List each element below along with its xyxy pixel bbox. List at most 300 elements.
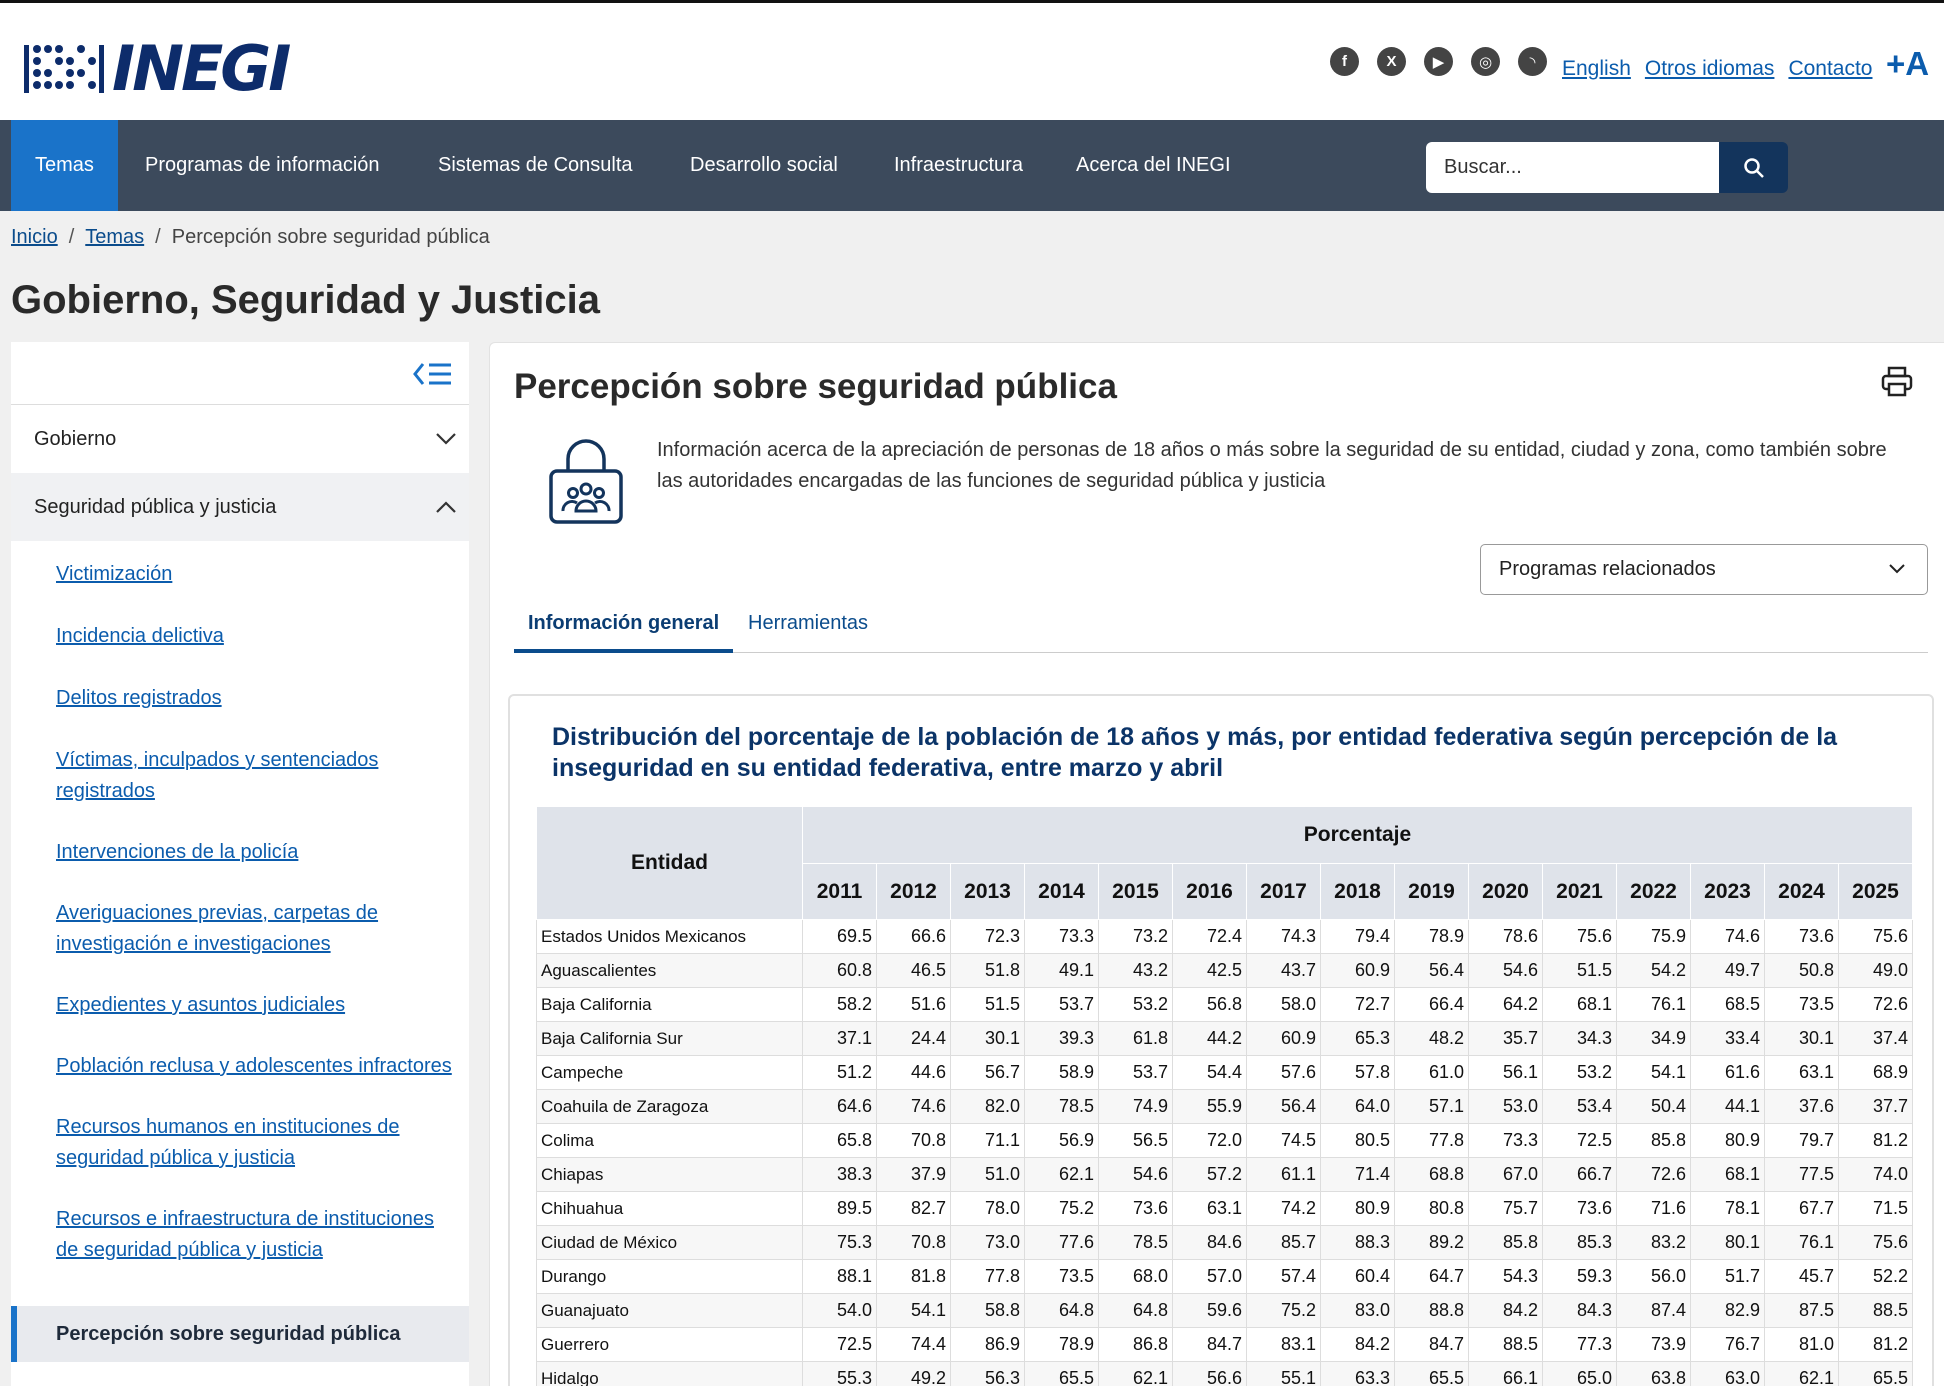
entity-name-cell: Estados Unidos Mexicanos	[537, 920, 803, 954]
value-cell: 56.3	[951, 1362, 1025, 1386]
tab-informacion-general[interactable]: Información general	[514, 603, 733, 653]
value-cell: 82.0	[951, 1090, 1025, 1124]
sidebar-link-expedientes[interactable]: Expedientes y asuntos judiciales	[56, 994, 346, 1016]
table-row	[537, 1362, 1913, 1386]
value-cell: 77.8	[1395, 1124, 1469, 1158]
value-cell: 66.6	[877, 920, 951, 954]
year-header: 2014	[1025, 864, 1099, 920]
x-icon[interactable]: X	[1377, 47, 1406, 76]
value-cell: 75.6	[1839, 920, 1913, 954]
value-cell: 68.8	[1395, 1158, 1469, 1192]
sidebar-top	[11, 342, 469, 405]
value-cell: 54.0	[803, 1294, 877, 1328]
facebook-icon[interactable]: f	[1330, 47, 1359, 76]
value-cell: 52.2	[1839, 1260, 1913, 1294]
value-cell: 44.2	[1173, 1022, 1247, 1056]
value-cell: 82.7	[877, 1192, 951, 1226]
value-cell: 55.9	[1173, 1090, 1247, 1124]
value-cell: 73.5	[1765, 988, 1839, 1022]
value-cell: 83.1	[1247, 1328, 1321, 1362]
table-row	[537, 954, 1913, 988]
sidebar-links	[11, 559, 469, 1266]
value-cell: 80.9	[1321, 1192, 1395, 1226]
value-cell: 77.3	[1543, 1328, 1617, 1362]
table-row	[537, 1192, 1913, 1226]
value-cell: 89.5	[803, 1192, 877, 1226]
value-cell: 49.1	[1025, 954, 1099, 988]
value-cell: 73.0	[951, 1226, 1025, 1260]
value-cell: 84.2	[1469, 1294, 1543, 1328]
value-cell: 61.0	[1395, 1056, 1469, 1090]
main-content	[489, 342, 1944, 1386]
nav-sistemas[interactable]: Sistemas de Consulta	[438, 154, 633, 176]
search-button[interactable]	[1719, 142, 1788, 193]
year-header: 2024	[1765, 864, 1839, 920]
year-header: 2022	[1617, 864, 1691, 920]
sidebar-link-recursos-humanos[interactable]: Recursos humanos en instituciones de seguridad pública y justicia	[56, 1116, 400, 1169]
table-card	[508, 694, 1934, 1386]
value-cell: 75.3	[803, 1226, 877, 1260]
value-cell: 83.0	[1321, 1294, 1395, 1328]
sidebar-link-victimas[interactable]: Víctimas, inculpados y sentenciados registrados	[56, 749, 379, 802]
related-programs-dropdown[interactable]	[1480, 544, 1928, 595]
value-cell: 54.1	[1617, 1056, 1691, 1090]
value-cell: 78.9	[1395, 920, 1469, 954]
year-header: 2017	[1247, 864, 1321, 920]
search-icon	[1743, 157, 1765, 179]
sidebar-item-active[interactable]: Percepción sobre seguridad pública	[11, 1306, 469, 1362]
entity-name-cell: Hidalgo	[537, 1362, 803, 1386]
value-cell: 74.3	[1247, 920, 1321, 954]
value-cell: 53.7	[1099, 1056, 1173, 1090]
value-cell: 78.9	[1025, 1328, 1099, 1362]
social-links	[1330, 47, 1547, 76]
value-cell: 77.6	[1025, 1226, 1099, 1260]
entity-name-cell: Guanajuato	[537, 1294, 803, 1328]
value-cell: 86.8	[1099, 1328, 1173, 1362]
contact-link[interactable]: Contacto	[1788, 57, 1873, 80]
table-row	[537, 1226, 1913, 1260]
value-cell: 85.8	[1469, 1226, 1543, 1260]
value-cell: 60.9	[1321, 954, 1395, 988]
table-row	[537, 1294, 1913, 1328]
value-cell: 51.2	[803, 1056, 877, 1090]
value-cell: 51.5	[951, 988, 1025, 1022]
value-cell: 67.7	[1765, 1192, 1839, 1226]
sidebar-section-label: Gobierno	[34, 427, 117, 450]
nav-desarrollo-social[interactable]: Desarrollo social	[690, 154, 838, 176]
value-cell: 65.5	[1839, 1362, 1913, 1386]
value-cell: 54.6	[1469, 954, 1543, 988]
collapse-menu-icon[interactable]	[413, 360, 453, 388]
value-cell: 54.1	[877, 1294, 951, 1328]
value-cell: 56.4	[1395, 954, 1469, 988]
value-cell: 77.8	[951, 1260, 1025, 1294]
value-cell: 81.2	[1839, 1328, 1913, 1362]
value-cell: 73.9	[1617, 1328, 1691, 1362]
value-cell: 51.8	[951, 954, 1025, 988]
entity-name-cell: Aguascalientes	[537, 954, 803, 988]
value-cell: 72.6	[1839, 988, 1913, 1022]
value-cell: 53.2	[1543, 1056, 1617, 1090]
value-cell: 75.6	[1543, 920, 1617, 954]
value-cell: 74.6	[877, 1090, 951, 1124]
print-icon[interactable]	[1880, 365, 1914, 399]
rss-icon[interactable]: ◝	[1518, 47, 1547, 76]
english-link[interactable]: English	[1562, 57, 1631, 80]
value-cell: 37.6	[1765, 1090, 1839, 1124]
value-cell: 86.9	[951, 1328, 1025, 1362]
table-body	[537, 920, 1913, 1386]
value-cell: 72.5	[803, 1328, 877, 1362]
value-cell: 79.4	[1321, 920, 1395, 954]
logo-text: INEGI	[112, 32, 289, 105]
value-cell: 74.2	[1247, 1192, 1321, 1226]
value-cell: 68.1	[1543, 988, 1617, 1022]
table-row	[537, 1260, 1913, 1294]
value-cell: 66.1	[1469, 1362, 1543, 1386]
value-cell: 55.1	[1247, 1362, 1321, 1386]
value-cell: 71.5	[1839, 1192, 1913, 1226]
sidebar-section-label: Seguridad pública y justicia	[34, 495, 277, 518]
dropdown-label: Programas relacionados	[1499, 558, 1716, 580]
value-cell: 75.6	[1839, 1226, 1913, 1260]
value-cell: 73.2	[1099, 920, 1173, 954]
value-cell: 56.9	[1025, 1124, 1099, 1158]
value-cell: 81.8	[877, 1260, 951, 1294]
value-cell: 78.5	[1025, 1090, 1099, 1124]
value-cell: 84.7	[1395, 1328, 1469, 1362]
entity-name-cell: Chiapas	[537, 1158, 803, 1192]
value-cell: 63.1	[1173, 1192, 1247, 1226]
year-header: 2020	[1469, 864, 1543, 920]
value-cell: 50.8	[1765, 954, 1839, 988]
value-cell: 56.6	[1173, 1362, 1247, 1386]
value-cell: 53.0	[1469, 1090, 1543, 1124]
value-cell: 66.4	[1395, 988, 1469, 1022]
value-cell: 72.4	[1173, 920, 1247, 954]
sidebar	[11, 342, 469, 1386]
value-cell: 57.4	[1247, 1260, 1321, 1294]
value-cell: 89.2	[1395, 1226, 1469, 1260]
value-cell: 65.3	[1321, 1022, 1395, 1056]
content-tabs	[514, 603, 1928, 653]
value-cell: 85.3	[1543, 1226, 1617, 1260]
value-cell: 39.3	[1025, 1022, 1099, 1056]
year-header: 2011	[803, 864, 877, 920]
value-cell: 58.8	[951, 1294, 1025, 1328]
table-row	[537, 1124, 1913, 1158]
column-group-header: Porcentaje	[803, 807, 1913, 864]
entity-name-cell: Coahuila de Zaragoza	[537, 1090, 803, 1124]
value-cell: 60.9	[1247, 1022, 1321, 1056]
year-header: 2015	[1099, 864, 1173, 920]
value-cell: 54.4	[1173, 1056, 1247, 1090]
value-cell: 57.6	[1247, 1056, 1321, 1090]
youtube-icon[interactable]: ▶	[1424, 47, 1453, 76]
value-cell: 74.9	[1099, 1090, 1173, 1124]
value-cell: 71.1	[951, 1124, 1025, 1158]
value-cell: 74.5	[1247, 1124, 1321, 1158]
value-cell: 74.4	[877, 1328, 951, 1362]
value-cell: 59.6	[1173, 1294, 1247, 1328]
value-cell: 69.5	[803, 920, 877, 954]
value-cell: 73.3	[1025, 920, 1099, 954]
value-cell: 51.5	[1543, 954, 1617, 988]
value-cell: 72.3	[951, 920, 1025, 954]
search-box	[1426, 142, 1788, 193]
value-cell: 56.8	[1173, 988, 1247, 1022]
value-cell: 65.0	[1543, 1362, 1617, 1386]
table-row	[537, 1056, 1913, 1090]
value-cell: 88.5	[1469, 1328, 1543, 1362]
value-cell: 83.2	[1617, 1226, 1691, 1260]
year-header: 2018	[1321, 864, 1395, 920]
value-cell: 61.8	[1099, 1022, 1173, 1056]
year-header: 2021	[1543, 864, 1617, 920]
value-cell: 64.0	[1321, 1090, 1395, 1124]
value-cell: 56.7	[951, 1056, 1025, 1090]
value-cell: 88.8	[1395, 1294, 1469, 1328]
nav-acerca[interactable]: Acerca del INEGI	[1076, 154, 1231, 176]
value-cell: 80.5	[1321, 1124, 1395, 1158]
value-cell: 75.2	[1025, 1192, 1099, 1226]
value-cell: 61.1	[1247, 1158, 1321, 1192]
value-cell: 61.6	[1691, 1056, 1765, 1090]
table-row	[537, 988, 1913, 1022]
value-cell: 59.3	[1543, 1260, 1617, 1294]
value-cell: 54.2	[1617, 954, 1691, 988]
value-cell: 84.2	[1321, 1328, 1395, 1362]
value-cell: 87.5	[1765, 1294, 1839, 1328]
section-title: Percepción sobre seguridad pública	[514, 367, 1117, 406]
value-cell: 64.6	[803, 1090, 877, 1124]
value-cell: 57.0	[1173, 1260, 1247, 1294]
value-cell: 37.9	[877, 1158, 951, 1192]
value-cell: 43.2	[1099, 954, 1173, 988]
value-cell: 82.9	[1691, 1294, 1765, 1328]
value-cell: 84.6	[1173, 1226, 1247, 1260]
value-cell: 64.8	[1099, 1294, 1173, 1328]
chevron-down-icon	[435, 432, 457, 446]
value-cell: 64.8	[1025, 1294, 1099, 1328]
value-cell: 63.3	[1321, 1362, 1395, 1386]
main-nav	[0, 120, 1944, 211]
value-cell: 77.5	[1765, 1158, 1839, 1192]
value-cell: 72.6	[1617, 1158, 1691, 1192]
value-cell: 76.1	[1617, 988, 1691, 1022]
value-cell: 68.5	[1691, 988, 1765, 1022]
instagram-icon[interactable]: ◎	[1471, 47, 1500, 76]
value-cell: 54.3	[1469, 1260, 1543, 1294]
value-cell: 74.0	[1839, 1158, 1913, 1192]
value-cell: 38.3	[803, 1158, 877, 1192]
other-languages-link[interactable]: Otros idiomas	[1644, 57, 1775, 80]
value-cell: 34.3	[1543, 1022, 1617, 1056]
value-cell: 72.7	[1321, 988, 1395, 1022]
sidebar-link-victimizacion[interactable]: Victimización	[56, 563, 173, 585]
value-cell: 76.7	[1691, 1328, 1765, 1362]
value-cell: 73.6	[1099, 1192, 1173, 1226]
value-cell: 58.0	[1247, 988, 1321, 1022]
value-cell: 42.5	[1173, 954, 1247, 988]
value-cell: 45.7	[1765, 1260, 1839, 1294]
nav-infraestructura[interactable]: Infraestructura	[894, 154, 1023, 176]
value-cell: 73.5	[1025, 1260, 1099, 1294]
value-cell: 75.9	[1617, 920, 1691, 954]
column-header-entidad: Entidad	[537, 807, 803, 920]
value-cell: 78.6	[1469, 920, 1543, 954]
value-cell: 85.7	[1247, 1226, 1321, 1260]
sidebar-section-gobierno[interactable]	[11, 405, 469, 473]
entity-name-cell: Chihuahua	[537, 1192, 803, 1226]
sidebar-link-delitos[interactable]: Delitos registrados	[56, 687, 222, 709]
value-cell: 30.1	[951, 1022, 1025, 1056]
value-cell: 49.0	[1839, 954, 1913, 988]
value-cell: 71.4	[1321, 1158, 1395, 1192]
entity-name-cell: Colima	[537, 1124, 803, 1158]
value-cell: 34.9	[1617, 1022, 1691, 1056]
value-cell: 54.6	[1099, 1158, 1173, 1192]
value-cell: 81.0	[1765, 1328, 1839, 1362]
value-cell: 60.8	[803, 954, 877, 988]
value-cell: 88.3	[1321, 1226, 1395, 1260]
value-cell: 49.2	[877, 1362, 951, 1386]
tab-herramientas[interactable]: Herramientas	[748, 612, 869, 634]
value-cell: 51.0	[951, 1158, 1025, 1192]
value-cell: 57.1	[1395, 1090, 1469, 1124]
value-cell: 80.8	[1395, 1192, 1469, 1226]
table-row	[537, 1022, 1913, 1056]
value-cell: 78.0	[951, 1192, 1025, 1226]
entity-name-cell: Durango	[537, 1260, 803, 1294]
logo-dots-icon	[24, 41, 106, 97]
value-cell: 46.5	[877, 954, 951, 988]
value-cell: 84.7	[1173, 1328, 1247, 1362]
year-header: 2023	[1691, 864, 1765, 920]
value-cell: 63.1	[1765, 1056, 1839, 1090]
breadcrumb-inicio[interactable]: Inicio	[11, 226, 58, 248]
value-cell: 66.7	[1543, 1158, 1617, 1192]
section-description: Información acerca de la apreciación de personas de 18 años o más sobre la seguridad de su entidad, ciudad y zona, como también sobre las autoridades encargadas de las funciones de seguridad pública y justicia	[657, 439, 1887, 492]
value-cell: 55.3	[803, 1362, 877, 1386]
header-links	[1562, 57, 1873, 81]
value-cell: 56.4	[1247, 1090, 1321, 1124]
value-cell: 44.6	[877, 1056, 951, 1090]
value-cell: 33.4	[1691, 1022, 1765, 1056]
value-cell: 80.1	[1691, 1226, 1765, 1260]
search-input[interactable]	[1426, 142, 1719, 193]
value-cell: 80.9	[1691, 1124, 1765, 1158]
value-cell: 87.4	[1617, 1294, 1691, 1328]
table-title: Distribución del porcentaje de la población de 18 años y más, por entidad federativa según percepción de la inseguridad en su entidad federativa, entre marzo y abril	[552, 723, 1838, 782]
year-header: 2012	[877, 864, 951, 920]
entity-name-cell: Baja California Sur	[537, 1022, 803, 1056]
breadcrumb-temas[interactable]: Temas	[85, 226, 145, 248]
sidebar-section-seguridad[interactable]	[11, 473, 469, 541]
table-row	[537, 920, 1913, 954]
table-row	[537, 1328, 1913, 1362]
table-row	[537, 1158, 1913, 1192]
value-cell: 49.7	[1691, 954, 1765, 988]
value-cell: 65.8	[803, 1124, 877, 1158]
value-cell: 71.6	[1617, 1192, 1691, 1226]
value-cell: 30.1	[1765, 1022, 1839, 1056]
sidebar-link-averiguaciones[interactable]: Averiguaciones previas, carpetas de investigación e investigaciones	[56, 902, 379, 955]
page-title: Gobierno, Seguridad y Justicia	[11, 278, 601, 322]
value-cell: 24.4	[877, 1022, 951, 1056]
value-cell: 65.5	[1395, 1362, 1469, 1386]
year-header: 2013	[951, 864, 1025, 920]
value-cell: 50.4	[1617, 1090, 1691, 1124]
sidebar-link-incidencia[interactable]: Incidencia delictiva	[56, 625, 224, 647]
nav-temas[interactable]: Temas	[11, 120, 118, 211]
font-size-increase-button[interactable]: +A	[1886, 45, 1930, 82]
value-cell: 78.1	[1691, 1192, 1765, 1226]
value-cell: 60.4	[1321, 1260, 1395, 1294]
value-cell: 88.5	[1839, 1294, 1913, 1328]
value-cell: 35.7	[1469, 1022, 1543, 1056]
inegi-logo[interactable]	[24, 32, 289, 105]
value-cell: 68.9	[1839, 1056, 1913, 1090]
value-cell: 57.2	[1173, 1158, 1247, 1192]
value-cell: 48.2	[1395, 1022, 1469, 1056]
value-cell: 62.1	[1099, 1362, 1173, 1386]
value-cell: 76.1	[1765, 1226, 1839, 1260]
value-cell: 37.4	[1839, 1022, 1913, 1056]
value-cell: 56.5	[1099, 1124, 1173, 1158]
breadcrumb: Inicio / Temas / Percepción sobre seguridad pública	[11, 226, 490, 248]
entity-name-cell: Ciudad de México	[537, 1226, 803, 1260]
data-table	[536, 806, 1913, 1386]
value-cell: 63.0	[1691, 1362, 1765, 1386]
entity-name-cell: Baja California	[537, 988, 803, 1022]
value-cell: 51.6	[877, 988, 951, 1022]
value-cell: 73.3	[1469, 1124, 1543, 1158]
value-cell: 73.6	[1765, 920, 1839, 954]
breadcrumb-current: Percepción sobre seguridad pública	[171, 226, 490, 248]
value-cell: 58.2	[803, 988, 877, 1022]
entity-name-cell: Guerrero	[537, 1328, 803, 1362]
nav-programas[interactable]: Programas de información	[145, 154, 380, 176]
value-cell: 56.1	[1469, 1056, 1543, 1090]
value-cell: 64.2	[1469, 988, 1543, 1022]
year-header: 2025	[1839, 864, 1913, 920]
site-header	[0, 3, 1944, 120]
sidebar-link-intervenciones[interactable]: Intervenciones de la policía	[56, 841, 299, 863]
value-cell: 73.6	[1543, 1192, 1617, 1226]
value-cell: 67.0	[1469, 1158, 1543, 1192]
sidebar-link-poblacion-reclusa[interactable]: Población reclusa y adolescentes infractores	[56, 1055, 452, 1077]
value-cell: 53.4	[1543, 1090, 1617, 1124]
value-cell: 68.1	[1691, 1158, 1765, 1192]
value-cell: 81.2	[1839, 1124, 1913, 1158]
value-cell: 56.0	[1617, 1260, 1691, 1294]
value-cell: 72.0	[1173, 1124, 1247, 1158]
sidebar-link-recursos-infraestructura[interactable]: Recursos e infraestructura de instituciones de seguridad pública y justicia	[56, 1208, 434, 1261]
value-cell: 78.5	[1099, 1226, 1173, 1260]
chevron-up-icon	[435, 500, 457, 514]
value-cell: 37.1	[803, 1022, 877, 1056]
value-cell: 84.3	[1543, 1294, 1617, 1328]
value-cell: 57.8	[1321, 1056, 1395, 1090]
value-cell: 74.6	[1691, 920, 1765, 954]
value-cell: 75.7	[1469, 1192, 1543, 1226]
entity-name-cell: Campeche	[537, 1056, 803, 1090]
lock-people-icon	[548, 437, 624, 525]
value-cell: 70.8	[877, 1124, 951, 1158]
value-cell: 62.1	[1765, 1362, 1839, 1386]
